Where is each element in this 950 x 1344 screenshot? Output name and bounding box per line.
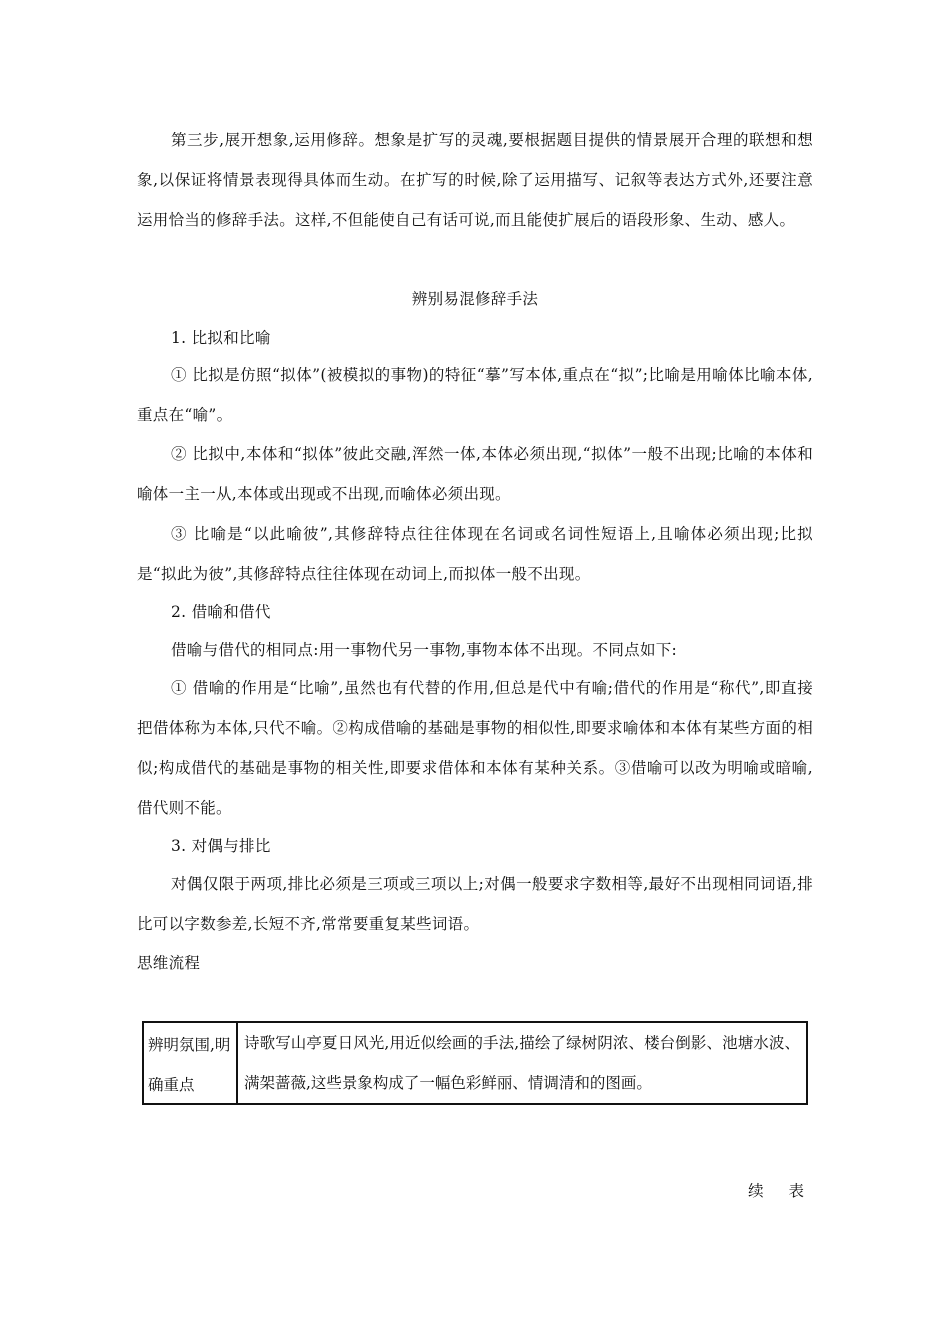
section-title: 辨别易混修辞手法 (411, 290, 539, 308)
heading-1: 1. 比拟和比喻 (171, 329, 271, 347)
table-step-cell: 辨明氛围,明确重点 (144, 1023, 238, 1103)
heading-2: 2. 借喻和借代 (171, 603, 271, 621)
continued-label: 续 表 (748, 1182, 814, 1200)
flow-table (142, 1021, 808, 1105)
s1-paragraph-2: ② 比拟中,本体和“拟体”彼此交融,浑然一体,本体必须出现,“拟体”一般不出现;比喻的本体和喻体一主一从,本体或出现或不出现,而喻体必须出现。 (137, 445, 813, 503)
flow-label: 思维流程 (137, 954, 201, 972)
s3-paragraph-1: 对偶仅限于两项,排比必须是三项或三项以上;对偶一般要求字数相等,最好不出现相同词语,排比可以字数参差,长短不齐,常常要重复某些词语。 (137, 875, 813, 933)
s1-paragraph-1: ① 比拟是仿照“拟体”(被模拟的事物)的特征“摹”写本体,重点在“拟”;比喻是用喻体比喻本体,重点在“喻”。 (137, 366, 813, 424)
table-content-cell: 诗歌写山亭夏日风光,用近似绘画的手法,描绘了绿树阴浓、楼台倒影、池塘水波、满架蔷薇,这些景象构成了一幅色彩鲜丽、情调清和的图画。 (244, 1034, 800, 1092)
s2-paragraph-1: 借喻与借代的相同点:用一事物代另一事物,事物本体不出现。不同点如下: (171, 641, 678, 659)
s1-paragraph-3: ③ 比喻是“以此喻彼”,其修辞特点往往体现在名词或名词性短语上,且喻体必须出现;比拟是“拟此为彼”,其修辞特点往往体现在动词上,而拟体一般不出现。 (137, 525, 813, 583)
step3-paragraph: 第三步,展开想象,运用修辞。想象是扩写的灵魂,要根据题目提供的情景展开合理的联想和想象,以保证将情景表现得具体而生动。在扩写的时候,除了运用描写、记叙等表达方式外,还要注意运用恰当的修辞手法。这样,不但能使自己有话可说,而且能使扩展后的语段形象、生动、感人。 (137, 131, 813, 229)
s2-paragraph-2: ① 借喻的作用是“比喻”,虽然也有代替的作用,但总是代中有喻;借代的作用是“称代”,即直接把借体称为本体,只代不喻。②构成借喻的基础是事物的相似性,即要求喻体和本体有某些方面的相似;构成借代的基础是事物的相关性,即要求借体和本体有某种关系。③借喻可以改为明喻或暗喻,借代则不能。 (137, 679, 813, 817)
heading-3: 3. 对偶与排比 (171, 837, 271, 855)
